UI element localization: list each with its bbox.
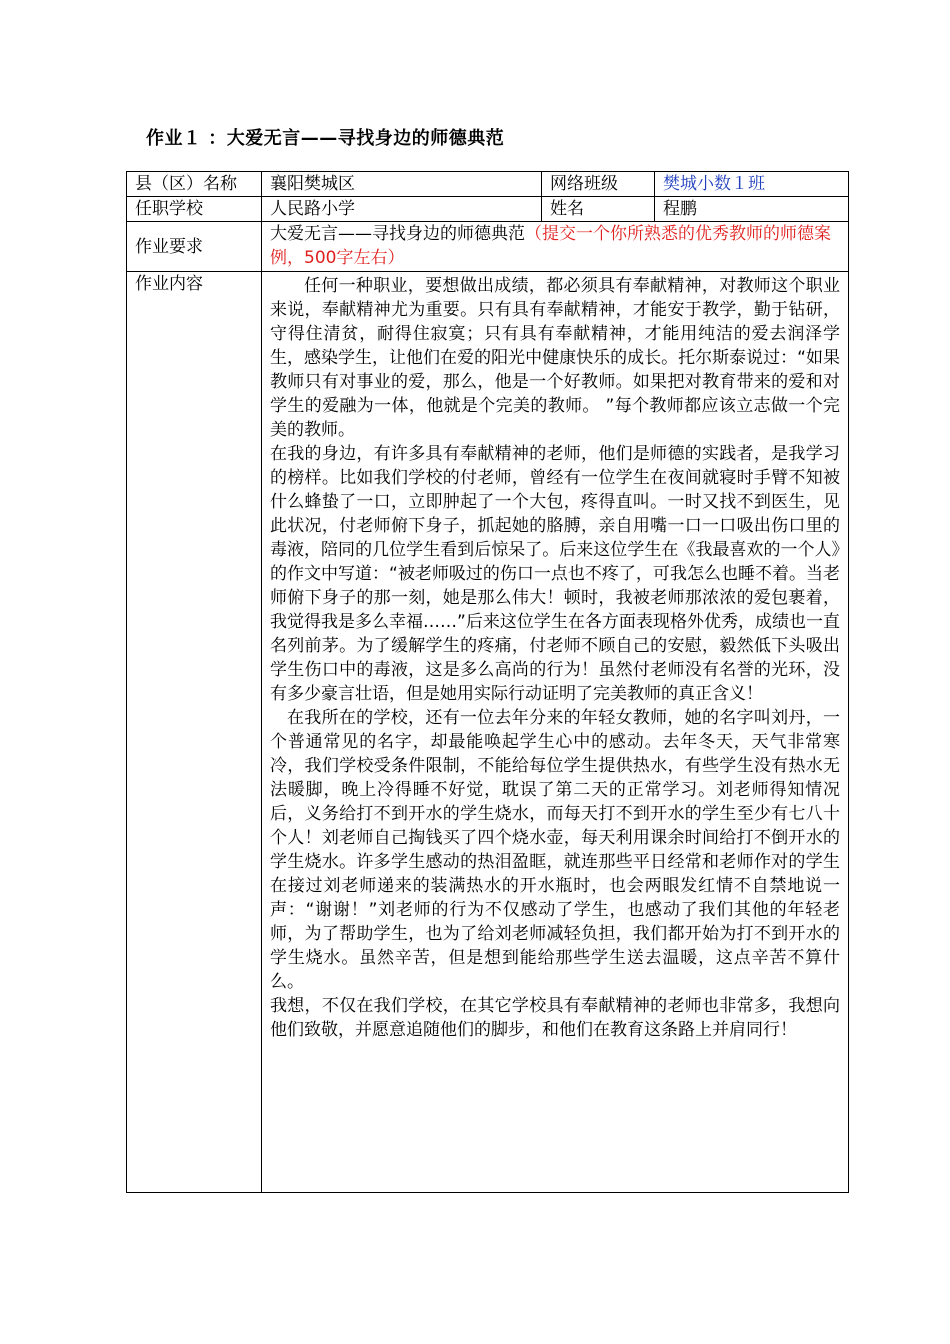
content-paragraph: 在我的身边，有许多具有奉献精神的老师，他们是师德的实践者，是我学习的榜样。比如我们学校的付老师，曾经有一位学生在夜间就寝时手臂不知被什么蜂蛰了一口，立即肿起了一个大包，疼得直叫。一时又找不到医生，见此状况，付老师俯下身子，抓起她的胳膊，亲自用嘴一口一口吸出伤口里的毒液，陪同的几位学生看到后惊呆了。后来这位学生在《我最喜欢的一个人》的作文中写道：“被老师吸过的伤口一点也不疼了，可我怎么也睡不着。当老师俯下身子的那一刻，她是那么伟大！顿时，我被老师那浓浓的爱包裹着，我觉得我是多么幸福……”后来这位学生在各方面表现格外优秀，成绩也一直名列前茅。为了缓解学生的疼痛，付老师不顾自己的安慰，毅然低下头吸出学生伤口中的毒液，这是多么高尚的行为！虽然付老师没有名誉的光环，没有多少豪言壮语，但是她用实际行动证明了完美教师的真正含义！ (270, 444, 840, 704)
page-title: 作业１ ：大爱无言——寻找身边的师德典范 (146, 128, 505, 149)
school-label: 任职学校 (127, 197, 262, 222)
homework-form-table (126, 171, 849, 1193)
requirement-note: （提交一个你所熟悉的优秀教师的师德案例，500字左右） (270, 224, 831, 268)
content-paragraph: 任何一种职业，要想做出成绩，都必须具有奉献精神，对教师这个职业来说，奉献精神尤为重要。只有具有奉献精神，才能安于教学，勤于钻研，守得住清贫，耐得住寂寞；只有具有奉献精神，才能用纯洁的爱去润泽学生，感染学生，让他们在爱的阳光中健康快乐的成长。托尔斯泰说过：“如果教师只有对事业的爱，那么，他是一个好教师。如果把对教育带来的爱和对学生的爱融为一体，他就是个完美的教师。 ”每个教师都应该立志做一个完美的教师。 (270, 276, 840, 440)
content-body (262, 272, 849, 1193)
content-label: 作业内容 (127, 272, 262, 1193)
requirement-cell (262, 222, 849, 272)
name-label: 姓名 (542, 197, 655, 222)
name-value: 程鹏 (655, 197, 849, 222)
content-paragraph: 我想，不仅在我们学校，在其它学校具有奉献精神的老师也非常多，我想向他们致敬，并愿意追随他们的脚步，和他们在教育这条路上并肩同行！ (270, 996, 840, 1040)
county-label: 县（区）名称 (127, 172, 262, 197)
table-row (127, 172, 849, 197)
class-value: 樊城小数１班 (655, 172, 849, 197)
table-row (127, 222, 849, 272)
requirement-text: 大爱无言——寻找身边的师德典范 (270, 224, 525, 244)
class-label: 网络班级 (542, 172, 655, 197)
table-row (127, 197, 849, 222)
school-value: 人民路小学 (262, 197, 542, 222)
content-paragraph: 在我所在的学校，还有一位去年分来的年轻女教师，她的名字叫刘丹，一个普通常见的名字，却最能唤起学生心中的感动。去年冬天，天气非常寒冷，我们学校受条件限制，不能给每位学生提供热水，有些学生没有热水无法暖脚，晚上冷得睡不好觉，耽误了第二天的正常学习。刘老师得知情况后，义务给打不到开水的学生烧水，而每天打不到开水的学生至少有七八十个人！刘老师自己掏钱买了四个烧水壶，每天利用课余时间给打不倒开水的学生烧水。许多学生感动的热泪盈眶，就连那些平日经常和老师作对的学生在接过刘老师递来的装满热水的开水瓶时，也会两眼发红情不自禁地说一声：“谢谢！”刘老师的行为不仅感动了学生，也感动了我们其他的年轻老师，为了帮助学生，也为了给刘老师减轻负担，我们都开始为打不到开水的学生烧水。虽然辛苦，但是想到能给那些学生送去温暖，这点辛苦不算什么。 (270, 708, 840, 992)
requirement-label: 作业要求 (127, 222, 262, 272)
county-value: 襄阳樊城区 (262, 172, 542, 197)
table-row (127, 272, 849, 1193)
